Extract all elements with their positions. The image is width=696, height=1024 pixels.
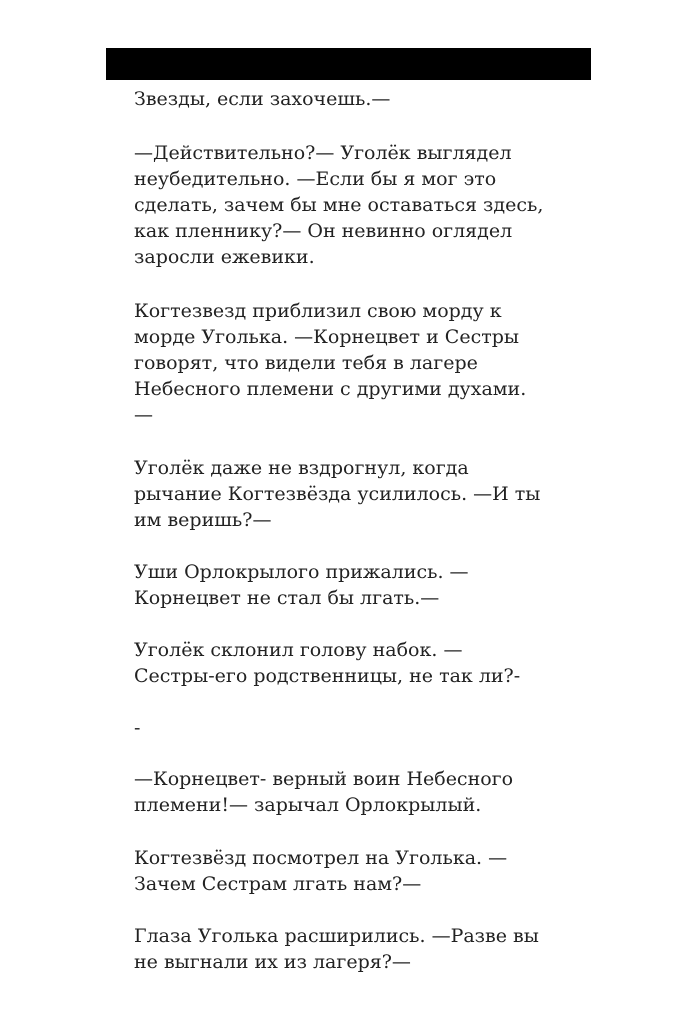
text-line: говорят, что видели тебя в лагере xyxy=(134,352,478,374)
paragraph-10 xyxy=(134,923,539,975)
paragraph-2 xyxy=(134,140,543,270)
text-line: —Корнецвет- верный воин Небесного xyxy=(134,768,514,790)
text-line: не выгнали их из лагеря?— xyxy=(134,951,411,973)
text-line: Уголёк склонил голову набок. — xyxy=(134,639,463,661)
redaction-bar xyxy=(106,48,591,80)
text-line: Зачем Сестрам лгать нам?— xyxy=(134,873,422,895)
paragraph-1 xyxy=(134,86,390,112)
text-line: Звезды, если захочешь.— xyxy=(134,88,391,110)
paragraph-8 xyxy=(134,766,513,818)
text-line: Небесного племени с другими духами. xyxy=(134,378,527,400)
text-line: им веришь?— xyxy=(134,509,272,531)
text-line: Уши Орлокрылого прижались. — xyxy=(134,561,469,583)
text-line: Уголёк даже не вздрогнул, когда xyxy=(134,457,469,479)
paragraph-3 xyxy=(134,298,526,428)
paragraph-6 xyxy=(134,637,520,689)
text-line: Глаза Уголька расширились. —Разве вы xyxy=(134,925,539,947)
text-line: племени!— зарычал Орлокрылый. xyxy=(134,794,482,816)
text-line: — xyxy=(134,404,153,426)
text-line: как пленнику?— Он невинно оглядел xyxy=(134,220,513,242)
text-line: морде Уголька. —Корнецвет и Сестры xyxy=(134,326,520,348)
text-line: Сестры-его родственницы, не так ли?- xyxy=(134,665,521,687)
text-line: - xyxy=(134,717,141,739)
text-line: —Действительно?— Уголёк выглядел xyxy=(134,142,512,164)
text-line: сделать, зачем бы мне оставаться здесь, xyxy=(134,194,544,216)
text-line: рычание Когтезвёзда усилилось. —И ты xyxy=(134,483,541,505)
paragraph-4 xyxy=(134,455,540,533)
text-line: неубедительно. —Если бы я мог это xyxy=(134,168,497,190)
text-line: Когтезвезд приблизил свою морду к xyxy=(134,300,502,322)
paragraph-9 xyxy=(134,845,507,897)
paragraph-7 xyxy=(134,715,140,741)
text-line: Когтезвёзд посмотрел на Уголька. — xyxy=(134,847,508,869)
text-line: Корнецвет не стал бы лгать.— xyxy=(134,587,440,609)
paragraph-5 xyxy=(134,559,469,611)
text-line: заросли ежевики. xyxy=(134,246,315,268)
